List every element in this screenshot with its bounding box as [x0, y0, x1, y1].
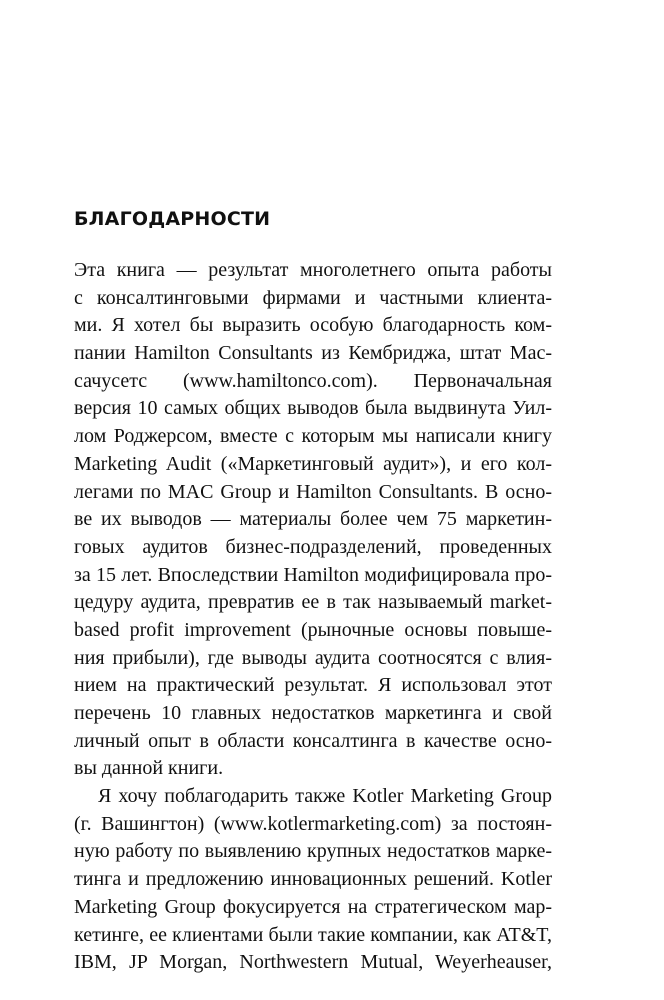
text-line: лом Роджерсом, вместе с которым мы написали книгу [74, 425, 552, 448]
text-line: нием на практический результат. Я использовал этот [74, 674, 552, 697]
text-line: цедуру аудита, превратив ее в так называемый market- [74, 591, 552, 614]
text-line: сачусетс (www.hamiltonco.com). Первоначальная [74, 369, 552, 392]
text-line: ную работу по выявлению крупных недостатков марке- [74, 840, 552, 863]
text-line: личный опыт в области консалтинга в качестве осно- [74, 729, 552, 752]
section-heading: БЛАГОДАРНОСТИ [74, 208, 271, 230]
text-line: Marketing Audit («Маркетинговый аудит»), и его кол- [74, 452, 552, 475]
text-line: вы данной книги. [74, 757, 224, 780]
text-line: ния прибыли), где выводы аудита соотносятся с влия- [74, 646, 552, 669]
text-line: тинга и предложению инновационных решений. Kotler [74, 868, 552, 891]
text-line: перечень 10 главных недостатков маркетинга и свой [74, 702, 552, 724]
text-line: кетинге, ее клиентами были такие компании, как AT&T, [74, 923, 552, 946]
text-line: пании Hamilton Consultants из Кембриджа, штат Мас- [74, 342, 552, 365]
text-line: Я хочу поблагодарить также Kotler Marketing Group [98, 785, 552, 808]
text-line: Marketing Group фокусируется на стратегическом мар- [74, 895, 552, 918]
text-line: IBM, JP Morgan, Northwestern Mutual, Weyerheauser, [74, 951, 552, 974]
text-line: легами по MAC Group и Hamilton Consultants. В осно- [74, 480, 552, 503]
text-line: ми. Я хотел бы выразить особую благодарность ком- [74, 314, 552, 337]
text-line: (г. Вашингтон) (www.kotlermarketing.com) за постоян- [74, 812, 552, 835]
text-line: с консалтинговыми фирмами и частными клиента- [74, 286, 552, 309]
text-line: за 15 лет. Впоследствии Hamilton модифицировала про- [74, 563, 552, 586]
text-line: ве их выводов — материалы более чем 75 маркетин- [74, 508, 552, 531]
text-line: говых аудитов бизнес-подразделений, проведенных [74, 535, 552, 558]
text-line: Эта книга — результат многолетнего опыта работы [74, 259, 552, 281]
body-text [74, 257, 552, 977]
text-line: based profit improvement (рыночные основы повыше- [74, 618, 552, 641]
text-line: версия 10 самых общих выводов была выдвинута Уил- [74, 397, 552, 420]
